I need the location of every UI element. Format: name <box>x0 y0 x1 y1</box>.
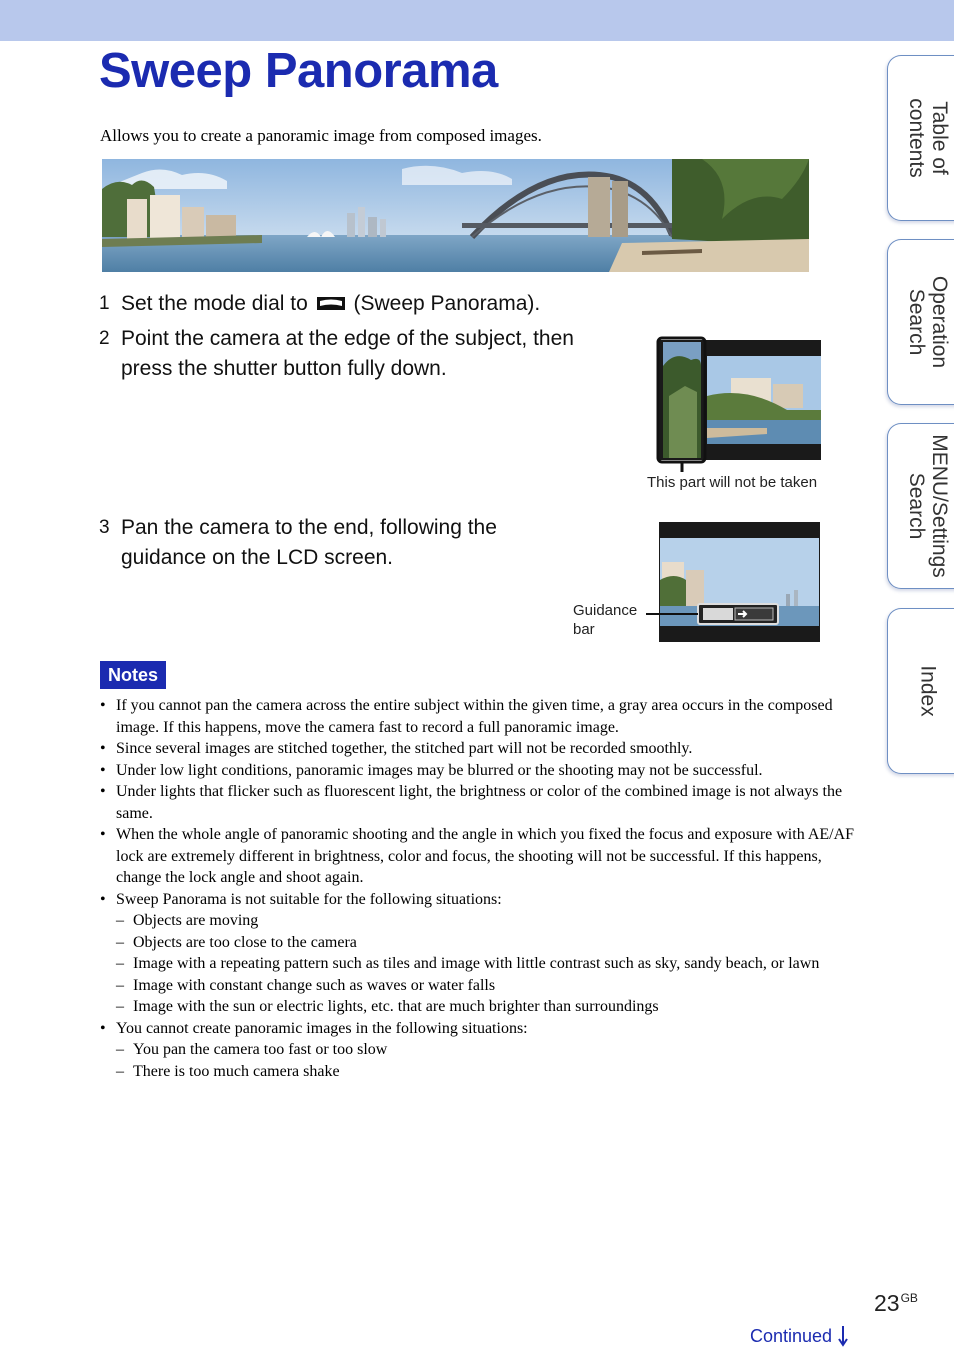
page-number-value: 23 <box>874 1290 900 1316</box>
continued-label: Continued <box>750 1326 833 1346</box>
not-taken-caption: This part will not be taken <box>647 474 818 491</box>
note-item: • Under low light conditions, panoramic images may be blurred or the shooting may not be successful. <box>100 761 763 779</box>
step-number: 3 <box>99 517 110 538</box>
tab-index[interactable] <box>887 608 954 774</box>
page-number <box>874 1290 918 1317</box>
step-1-text-end: (Sweep Panorama). <box>353 292 541 315</box>
step-number: 2 <box>99 328 110 349</box>
note-item: • Sweep Panorama is not suitable for the following situations: <box>100 890 502 908</box>
tab-operation-search[interactable] <box>887 239 954 405</box>
panorama-photo <box>102 159 809 272</box>
note-sub-item: – Image with a repeating pattern such as tiles and image with little contrast such as sky, sandy beach, or lawn <box>116 955 820 972</box>
page-number-suffix: GB <box>900 1291 918 1305</box>
header-bar <box>0 0 954 41</box>
note-sub-item: – Image with constant change such as waves or water falls <box>116 976 496 994</box>
note-sub-item: – There is too much camera shake <box>116 1062 340 1080</box>
tab-table-of-contents[interactable] <box>887 55 954 221</box>
guidance-caption-line-2: bar <box>573 621 595 638</box>
step-3-line-2: guidance on the LCD screen. <box>121 546 394 569</box>
tab-label: MENU/Settings Search <box>905 434 951 578</box>
note-sub-item: – Image with the sun or electric lights, etc. that are much brighter than surroundings <box>116 998 659 1015</box>
step-number: 1 <box>99 293 110 314</box>
note-sub-item: – Objects are moving <box>116 912 259 929</box>
tab-menu-settings-search[interactable] <box>887 423 954 589</box>
guidance-bar-caption <box>573 601 637 639</box>
sweep-panorama-icon <box>316 296 346 311</box>
step-3 <box>99 513 579 575</box>
shooting-start-figure <box>655 336 825 474</box>
continued-link[interactable] <box>750 1325 849 1347</box>
note-item: • Under lights that flicker such as fluorescent light, the brightness or color of the combined image is not always the same. <box>100 783 843 822</box>
step-2 <box>99 324 639 386</box>
guidance-figure <box>646 520 824 646</box>
guidance-caption-line-1: Guidance <box>573 602 638 619</box>
note-item: • When the whole angle of panoramic shooting and the angle in which you fixed the focus and exposure with AE/AF lock are extremely different in brightness, color and focus, the shooting will not be successful. If this happens, change the lock angle and shoot again. <box>100 826 855 886</box>
note-item: • Since several images are stitched together, the stitched part will not be recorded smoothly. <box>100 740 693 757</box>
step-2-line-1: Point the camera at the edge of the subject, then <box>121 327 574 350</box>
page-title: Sweep Panorama <box>99 44 498 98</box>
arrow-down-icon <box>837 1325 849 1347</box>
tab-label: Table of contents <box>905 98 951 178</box>
note-item: • If you cannot pan the camera across the entire subject within the given time, a gray area occurs in the composed image. If this happens, move the camera fast to record a full panoramic image. <box>100 697 833 736</box>
note-sub-item: – You pan the camera too fast or too slow <box>116 1041 388 1058</box>
intro-text: Allows you to create a panoramic image from composed images. <box>100 126 542 145</box>
tab-label: Index <box>916 665 940 717</box>
notes-list <box>99 695 859 1082</box>
step-2-line-2: press the shutter button fully down. <box>121 357 447 380</box>
tab-label: Operation Search <box>905 275 951 369</box>
note-sub-item: – Objects are too close to the camera <box>116 933 357 951</box>
note-item: • You cannot create panoramic images in the following situations: <box>100 1019 528 1037</box>
step-1-text: Set the mode dial to <box>121 292 308 315</box>
step-3-line-1: Pan the camera to the end, following the <box>121 516 497 539</box>
notes-badge: Notes <box>100 661 166 689</box>
